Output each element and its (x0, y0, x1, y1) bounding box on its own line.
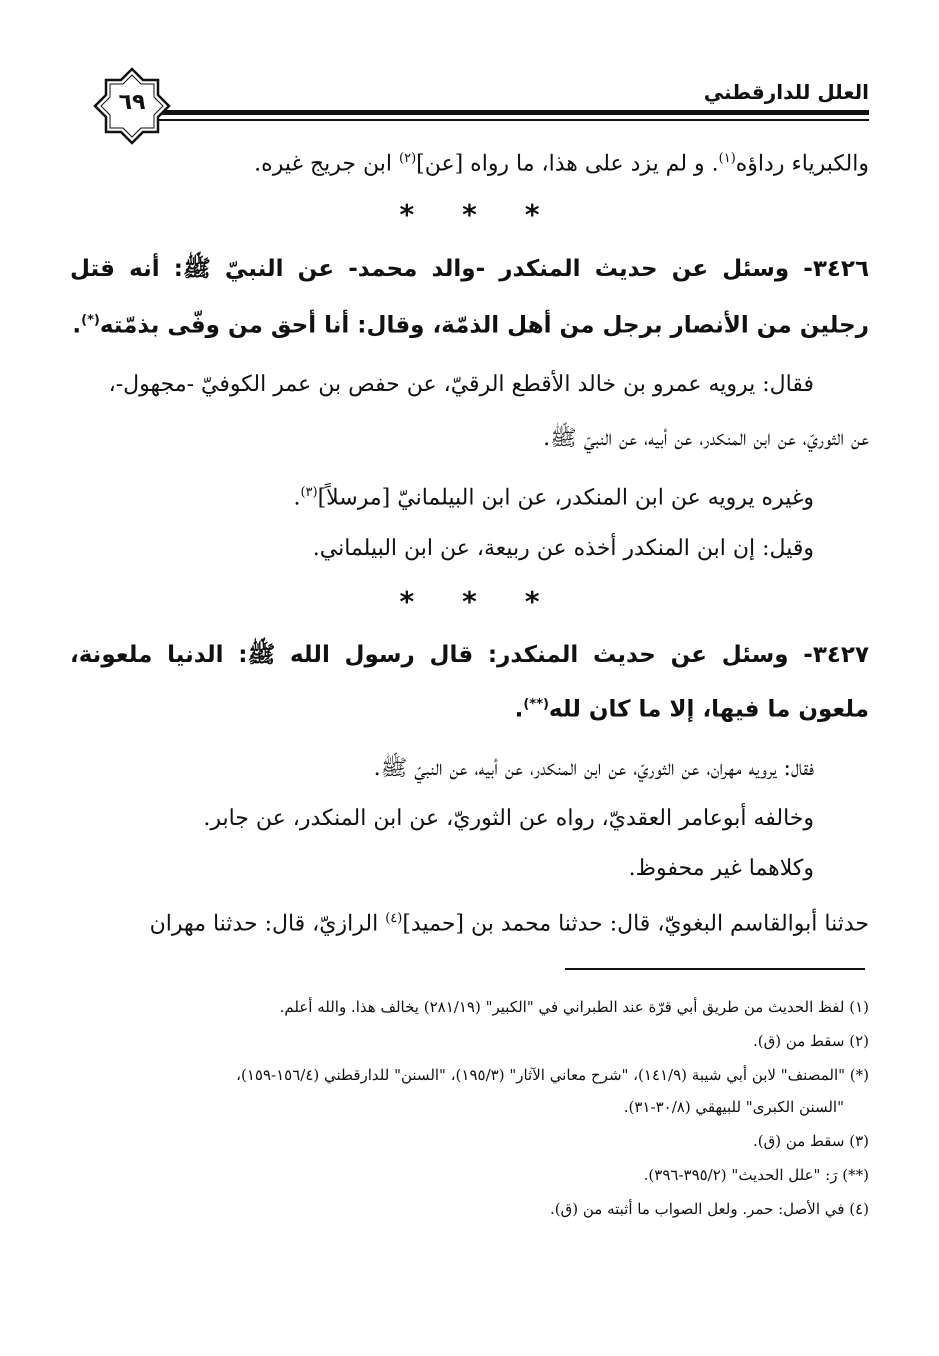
entry-heading-3426-line1: ٣٤٢٦- وسئل عن حديث المنكدر -والد محمد- عن النبيّ ﷺ: أنه قتل (70, 256, 869, 282)
header-rule-thin (150, 119, 869, 121)
entry-3426-paragraph-1a: فقال: يرويه عمرو بن خالد الأقطع الرقيّ، عن حفص بن عمر الكوفيّ -مجهول-، (108, 372, 814, 397)
entry-3426-paragraph-2: وغيره يرويه عن ابن المنكدر، عن ابن البيلمانيّ [مرسلاً]$^{(٣)}$. (293, 485, 814, 511)
entry-3427-paragraph-3: وكلاهما غير محفوظ. (628, 856, 814, 881)
footnote-double-star: (**) رَ: "علل الحديث" (٣٩٥/٢-٣٩٦). (643, 1166, 869, 1184)
entry-heading-3426-line2: رجلين من الأنصار برجل من أهل الذمّة، وقال: أنا أحق من وفّى بذمّته(*). (72, 312, 869, 339)
footnote-separator (565, 968, 865, 970)
footnote-ref: (*) (81, 313, 100, 328)
footnote-ref: (٤) (385, 911, 403, 926)
footnote-star-continued: "السنن الكبرى" للبيهقي (٣٠/٨-٣١). (623, 1098, 844, 1116)
intro-line: والكبرياء رداؤه$^{(١)}$. و لم يزد على هذا، ما رواه [عن]$^{(٢)}$ ابن جريج غيره. (254, 151, 869, 177)
footnote-ref: (١) (718, 151, 736, 166)
footnote-ref: (**) (523, 697, 549, 712)
footnote-3: (٣) سقط من (ق). (752, 1132, 869, 1150)
footnote-2: (٢) سقط من (ق). (752, 1032, 869, 1050)
entry-3427-paragraph-1: فقال: يرويه مهران، عن الثوريّ، عن ابن المنكدر، عن أبيه، عن النبيّ ﷺ. (373, 756, 814, 781)
entry-3426-paragraph-3: وقيل: إن ابن المنكدر أخذه عن ربيعة، عن ابن البيلماني. (312, 536, 814, 561)
header-rule-thick (150, 110, 869, 115)
page-number: ٦٩ (118, 90, 146, 115)
footnote-4: (٤) في الأصل: حمر. ولعل الصواب ما أثبته من (ق). (549, 1200, 869, 1218)
footnote-1: (١) لفظ الحديث من طريق أبي قرّة عند الطبراني في "الكبير" (٢٨١/١٩) يخالف هذا. والله أعلم. (279, 998, 869, 1016)
entry-heading-3427-line1: ٣٤٢٧- وسئل عن حديث المنكدر: قال رسول الله ﷺ: الدنيا ملعونة، (70, 642, 869, 668)
section-separator: * * * (399, 585, 540, 618)
section-separator: * * * (399, 198, 540, 231)
footnote-star: (*) "المصنف" لابن أبي شيبة (١٤١/٩)، "شرح معاني الآثار" (١٩٥/٣)، "السنن" للدارقطني (١٥٦/٤-١٥٩)، (236, 1066, 869, 1084)
entry-3427-paragraph-4: حدثنا أبوالقاسم البغويّ، قال: حدثنا محمد بن [حميد]$^{(٤)}$ الرازيّ، قال: حدثنا مهران (149, 911, 869, 937)
entry-3427-paragraph-2: وخالفه أبوعامر العقديّ، رواه عن الثوريّ، عن ابن المنكدر، عن جابر. (203, 806, 814, 831)
footnote-ref: (٢) (399, 151, 417, 166)
footnote-ref: (٣) (300, 485, 318, 500)
running-title: العلل للدارقطني (703, 80, 869, 104)
entry-3426-paragraph-1b: عن الثوريّ، عن ابن المنكدر، عن أبيه، عن النبيّ ﷺ. (543, 426, 869, 451)
entry-heading-3427-line2: ملعون ما فيها، إلا ما كان لله(**). (514, 696, 869, 723)
